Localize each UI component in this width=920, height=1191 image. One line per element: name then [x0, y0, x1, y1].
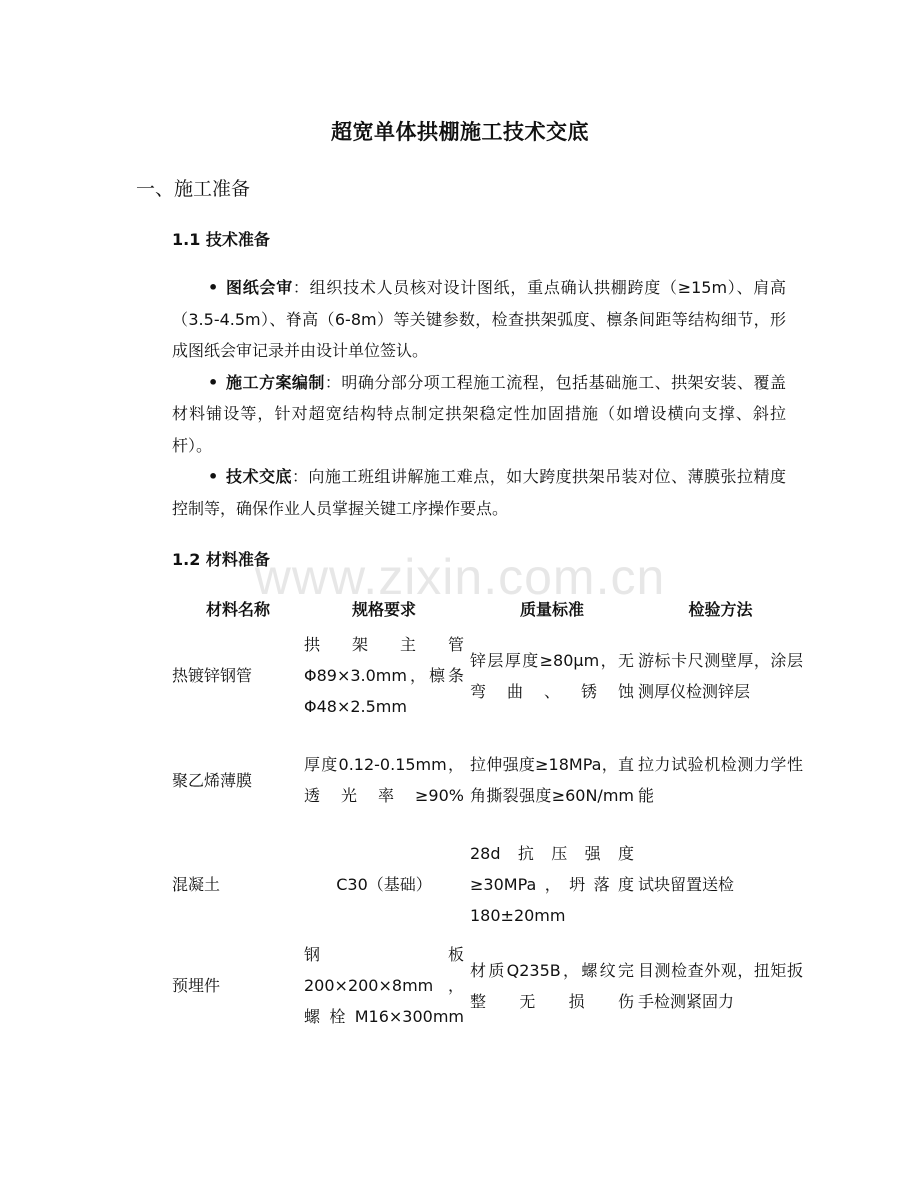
cell-name: 预埋件 [172, 976, 221, 995]
item-label: 技术交底 [226, 467, 292, 486]
list-item [172, 272, 786, 367]
table-header-row [164, 594, 803, 625]
column-header: 材料名称 [205, 600, 270, 619]
document-title: 超宽单体拱棚施工技术交底 [331, 120, 589, 144]
cell-method: 目测检查外观，扭矩扳手检测紧固力 [638, 960, 803, 1011]
table-row [164, 834, 803, 935]
cell-name: 热镀锌钢管 [172, 666, 253, 685]
column-header: 质量标准 [519, 600, 584, 619]
cell-quality: 锌层厚度≥80μm，无弯曲、锈蚀 [470, 650, 634, 701]
cell-name: 聚乙烯薄膜 [172, 770, 253, 790]
item-text: ：明确分部分项工程施工流程，包括基础施工、拱架安装、覆盖材料铺设等，针对超宽结构特点制定拱架稳定性加固措施（如增设横向支撑、斜拉杆）。 [172, 372, 786, 455]
cell-quality: 材质Q235B，螺纹完整无损伤 [470, 960, 634, 1011]
column-header: 检验方法 [688, 600, 753, 619]
list-item [172, 367, 786, 462]
watermark: www.zixin.com.cn [254, 549, 666, 605]
item-label: 图纸会审 [226, 278, 293, 297]
column-header: 规格要求 [351, 600, 416, 619]
cell-method: 试块留置送检 [638, 875, 735, 894]
subsection-heading-materials: 1.2 材料准备 [172, 550, 270, 569]
item-label: 施工方案编制 [226, 372, 325, 392]
subsection-heading-tech: 1.1 技术准备 [172, 230, 270, 249]
materials-table [164, 594, 803, 1036]
cell-spec: C30（基础） [336, 875, 432, 894]
item-text: ：向施工班组讲解施工难点，如大跨度拱架吊装对位、薄膜张拉精度控制等，确保作业人员掌握关键工序操作要点。 [172, 467, 786, 518]
cell-method: 拉力试验机检测力学性能 [638, 755, 803, 805]
cell-spec: 厚度0.12-0.15mm，透光率≥90% [304, 755, 464, 805]
cell-spec: 钢板200×200×8mm，螺栓M16×300mm [304, 945, 464, 1026]
list-item [172, 461, 786, 524]
cell-quality: 28d抗压强度≥30MPa，坍落度180±20mm [470, 844, 634, 925]
table-row [164, 935, 803, 1036]
section-heading: 一、施工准备 [136, 178, 251, 200]
cell-method: 游标卡尺测壁厚，涂层测厚仪检测锌层 [638, 650, 803, 701]
item-text: ：组织技术人员核对设计图纸，重点确认拱棚跨度（≥15m）、肩高（3.5-4.5m）、脊高（6-8m）等关键参数，检查拱架弧度、檩条间距等结构细节，形成图纸会审记录并由设计单位签认。 [172, 278, 786, 360]
cell-spec: 拱架主管Φ89×3.0mm，檩条Φ48×2.5mm [304, 635, 464, 716]
tech-prep-list [172, 272, 786, 524]
cell-quality: 拉伸强度≥18MPa，直角撕裂强度≥60N/mm [470, 755, 634, 805]
table-row [164, 625, 803, 726]
table-row [164, 726, 803, 834]
cell-name: 混凝土 [172, 875, 221, 894]
